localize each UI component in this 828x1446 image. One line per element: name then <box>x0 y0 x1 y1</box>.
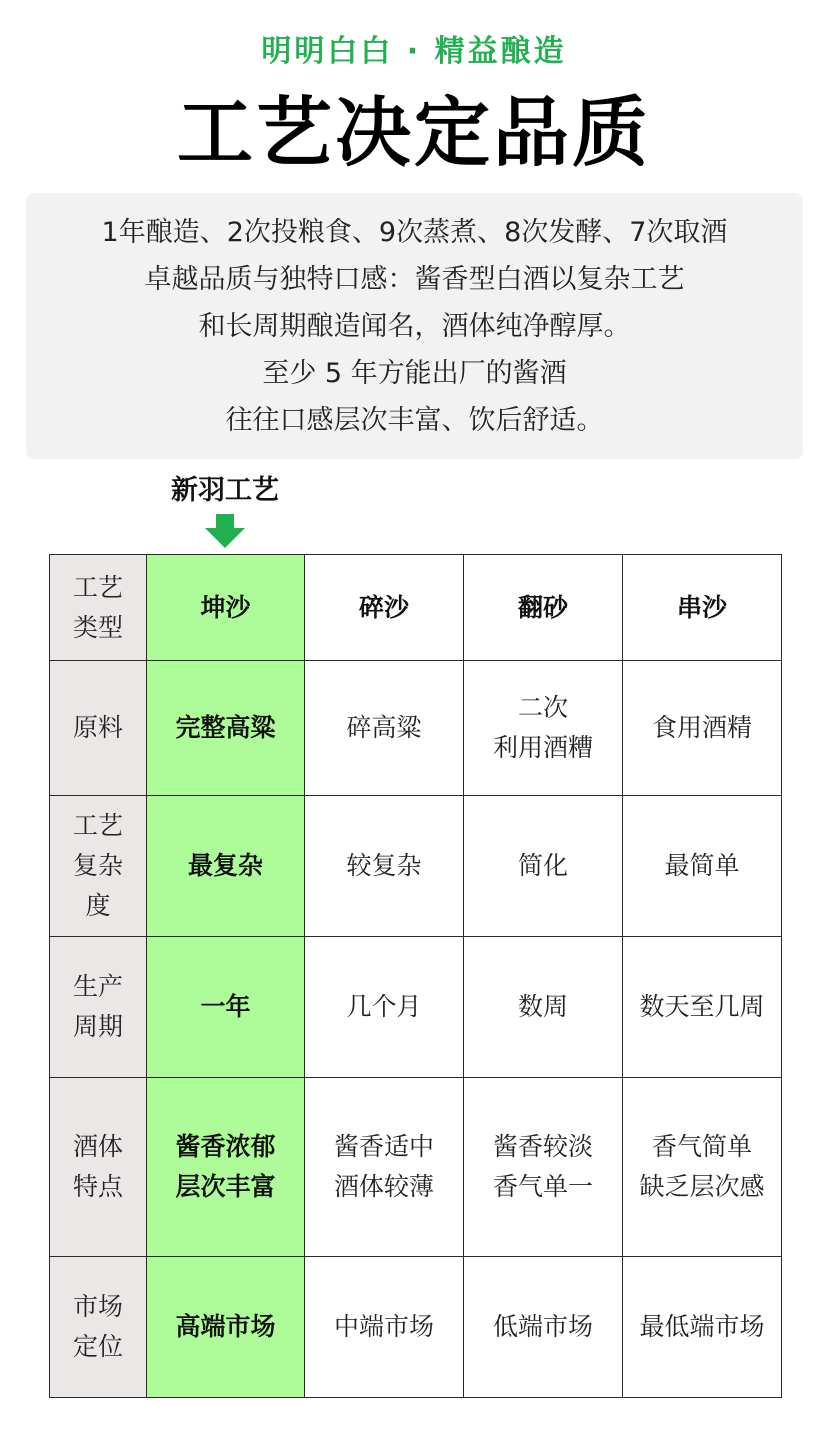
table-cell <box>305 1078 464 1257</box>
highlight-cell <box>147 555 305 661</box>
row-label <box>50 555 147 661</box>
tagline: 明明白白 · 精益酿造 <box>261 34 567 69</box>
arrow-down-icon <box>205 514 245 548</box>
cell-text: 酒体较薄 <box>333 1172 434 1201</box>
cell-text: 香气简单 <box>651 1132 752 1161</box>
cell-text: 利用酒糟 <box>492 733 593 762</box>
row-label <box>50 1078 147 1257</box>
table-cell <box>623 937 782 1078</box>
row-label-line: 度 <box>85 891 111 920</box>
intro-line: 至少 5 年方能出厂的酱酒 <box>262 358 567 389</box>
cell-text: 碎高粱 <box>346 713 422 742</box>
table-cell <box>464 796 623 937</box>
table-cell <box>464 1257 623 1398</box>
table-cell <box>305 937 464 1078</box>
table-cell <box>623 1257 782 1398</box>
row-label-line: 原料 <box>72 713 123 742</box>
table-row-process-type <box>50 555 782 661</box>
cell-text: 最复杂 <box>187 851 263 880</box>
cell-text: 一年 <box>200 992 251 1021</box>
cell-text: 二次 <box>517 693 568 722</box>
row-label-line: 市场 <box>72 1292 123 1321</box>
table-row-complexity <box>50 796 782 937</box>
cell-text: 高端市场 <box>175 1312 276 1341</box>
intro-line: 1年酿造、2次投粮食、9次蒸煮、8次发酵、7次取酒 <box>101 217 728 248</box>
cell-text: 数周 <box>517 992 568 1021</box>
intro-line: 卓越品质与独特口感：酱香型白酒以复杂工艺 <box>144 264 685 295</box>
cell-text: 完整高粱 <box>175 713 276 742</box>
cell-text: 简化 <box>517 851 568 880</box>
cell-text: 碎沙 <box>358 592 409 622</box>
table-cell <box>623 555 782 661</box>
intro-box <box>26 193 803 459</box>
row-label <box>50 1257 147 1398</box>
table-cell <box>305 661 464 796</box>
highlight-cell <box>147 661 305 796</box>
cell-text: 翻砂 <box>517 592 568 622</box>
highlight-cell <box>147 937 305 1078</box>
cell-text: 层次丰富 <box>175 1172 276 1201</box>
table-row-raw-material <box>50 661 782 796</box>
cell-text: 低端市场 <box>492 1312 593 1341</box>
row-label <box>50 796 147 937</box>
cell-text: 数天至几周 <box>639 992 765 1021</box>
highlight-cell <box>147 1257 305 1398</box>
table-cell <box>305 1257 464 1398</box>
row-label-line: 工艺 <box>72 811 123 840</box>
table-cell <box>464 555 623 661</box>
row-label <box>50 937 147 1078</box>
intro-line: 和长周期酿造闻名，酒体纯净醇厚。 <box>198 311 631 342</box>
table-row-production-cycle <box>50 937 782 1078</box>
cell-text: 最简单 <box>664 851 740 880</box>
intro-line: 往往口感层次丰富、饮后舒适。 <box>225 405 604 436</box>
cell-text: 较复杂 <box>346 851 422 880</box>
table-cell <box>464 1078 623 1257</box>
cell-text: 缺乏层次感 <box>639 1172 765 1201</box>
cell-text: 酱香浓郁 <box>175 1132 276 1161</box>
highlight-cell <box>147 1078 305 1257</box>
table-cell <box>623 661 782 796</box>
table-cell <box>464 661 623 796</box>
cell-text: 几个月 <box>346 992 422 1021</box>
row-label-line: 工艺 <box>72 572 123 602</box>
highlight-cell <box>147 796 305 937</box>
table-cell <box>464 937 623 1078</box>
cell-text: 最低端市场 <box>639 1312 765 1341</box>
cell-text: 酱香适中 <box>333 1132 434 1161</box>
row-label-line: 酒体 <box>72 1132 123 1161</box>
row-label-line: 特点 <box>72 1172 123 1201</box>
row-label-line: 周期 <box>72 1012 123 1041</box>
table-cell <box>623 1078 782 1257</box>
row-label-line: 复杂 <box>72 851 123 880</box>
table-cell <box>623 796 782 937</box>
table-cell <box>305 796 464 937</box>
row-label <box>50 661 147 796</box>
row-label-line: 定位 <box>72 1332 123 1361</box>
table-cell <box>305 555 464 661</box>
table-row-market-position <box>50 1257 782 1398</box>
page-title: 工艺决定品质 <box>177 88 651 177</box>
table-row-liquor-character <box>50 1078 782 1257</box>
brand-process-label: 新羽工艺 <box>171 475 279 506</box>
cell-text: 食用酒精 <box>651 713 752 742</box>
process-comparison-table <box>49 554 782 1398</box>
cell-text: 酱香较淡 <box>492 1132 593 1161</box>
row-label-line: 类型 <box>72 612 123 642</box>
cell-text: 香气单一 <box>492 1172 593 1201</box>
cell-text: 坤沙 <box>200 592 251 622</box>
row-label-line: 生产 <box>72 972 123 1001</box>
cell-text: 中端市场 <box>333 1312 434 1341</box>
cell-text: 串沙 <box>676 592 727 622</box>
